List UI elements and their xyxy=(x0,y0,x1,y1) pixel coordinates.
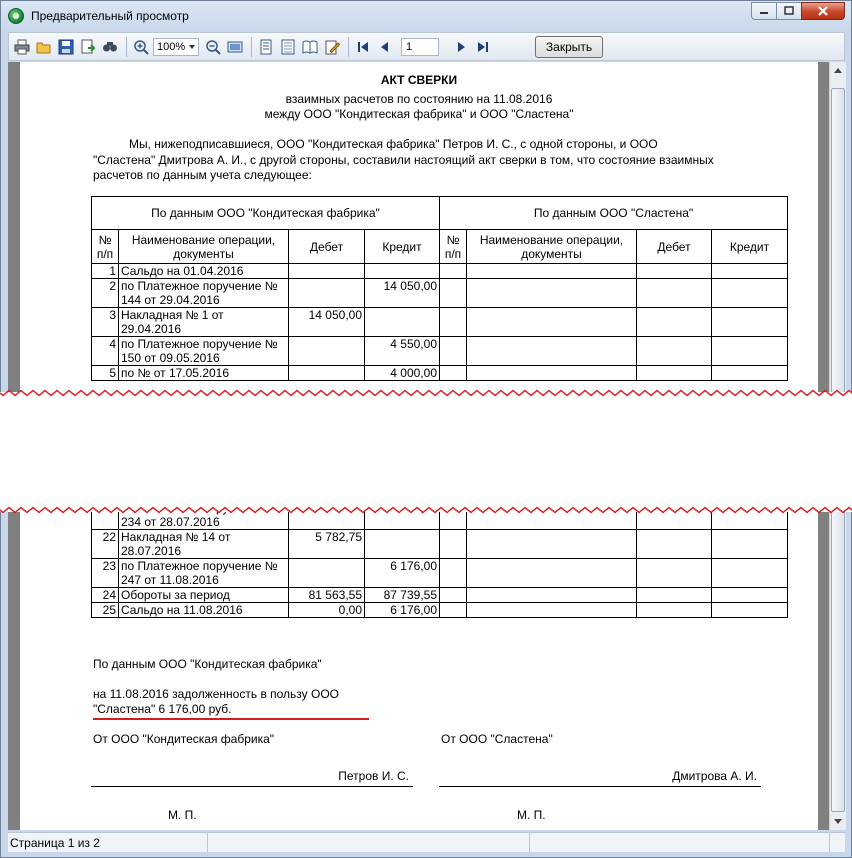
stamp-left: М. П. xyxy=(168,808,197,822)
row-number: 5 xyxy=(92,366,119,381)
tear-edge-bottom xyxy=(0,506,852,514)
table-row xyxy=(92,603,788,618)
close-button[interactable]: Закрыть xyxy=(535,36,603,58)
row-empty-cell xyxy=(440,337,467,366)
arrow-up-icon xyxy=(834,68,842,73)
column-header-credit: Кредит xyxy=(712,230,788,264)
arrow-down-icon xyxy=(834,819,842,824)
row-empty-cell xyxy=(467,264,637,279)
single-page-button[interactable] xyxy=(278,37,298,57)
row-empty-cell xyxy=(712,530,788,559)
row-empty-cell xyxy=(712,588,788,603)
first-page-icon xyxy=(355,39,371,55)
next-page-button[interactable] xyxy=(451,37,471,57)
from-left-party: От ООО "Кондитеская фабрика" xyxy=(93,732,275,746)
export-button[interactable] xyxy=(78,37,98,57)
save-button[interactable] xyxy=(56,37,76,57)
status-pane xyxy=(530,833,830,852)
row-empty-cell xyxy=(637,559,712,588)
row-operation: по Платежное поручение № 150 от 09.05.2016 xyxy=(119,337,289,366)
row-empty-cell xyxy=(712,337,788,366)
row-operation: по Платежное поручение № 144 от 29.04.2016 xyxy=(119,279,289,308)
intro-line-3: расчетов по данным учета следующее: xyxy=(93,168,312,182)
row-empty-cell xyxy=(637,603,712,618)
row-empty-cell xyxy=(467,588,637,603)
from-right-party: От ООО "Сластена" xyxy=(441,732,553,746)
row-empty-cell xyxy=(712,264,788,279)
minimize-icon xyxy=(759,6,769,16)
fit-page-icon xyxy=(227,39,243,55)
chevron-down-icon xyxy=(189,45,195,49)
last-page-icon xyxy=(475,39,491,55)
row-operation: Сальдо на 01.04.2016 xyxy=(119,264,289,279)
row-empty-cell xyxy=(440,530,467,559)
row-number: 4 xyxy=(92,337,119,366)
toolbar xyxy=(8,32,845,61)
stamp-right: М. П. xyxy=(517,808,546,822)
status-pane xyxy=(208,833,530,852)
scroll-up-button[interactable] xyxy=(830,62,846,79)
row-empty-cell xyxy=(637,588,712,603)
row-empty-cell xyxy=(712,279,788,308)
signature-line-right xyxy=(439,786,761,787)
next-page-icon xyxy=(453,39,469,55)
row-empty-cell xyxy=(637,279,712,308)
row-credit: 6 176,00 xyxy=(365,603,440,618)
column-header-debit: Дебет xyxy=(289,230,365,264)
two-page-icon xyxy=(302,39,318,55)
table-row xyxy=(92,559,788,588)
prev-page-icon xyxy=(377,39,393,55)
table-row xyxy=(92,279,788,308)
torn-gap xyxy=(0,392,852,512)
row-operation: по № от 17.05.2016 xyxy=(119,366,289,381)
intro-line-2: "Сластена" Дмитрова А. И., с другой стороны, составили настоящий акт сверки в том, что состояние взаимных xyxy=(93,153,714,167)
window-controls xyxy=(752,2,845,20)
close-window-button[interactable] xyxy=(801,2,845,20)
open-button[interactable] xyxy=(34,37,54,57)
row-empty-cell xyxy=(712,603,788,618)
page-setup-button[interactable] xyxy=(256,37,276,57)
row-empty-cell xyxy=(712,559,788,588)
app-icon xyxy=(8,8,24,24)
row-credit xyxy=(365,264,440,279)
last-page-button[interactable] xyxy=(473,37,493,57)
row-number: 23 xyxy=(92,559,119,588)
row-operation: 234 от 28.07.2016 xyxy=(119,501,289,530)
zoom-in-button[interactable] xyxy=(131,37,151,57)
signature-line-left xyxy=(91,786,413,787)
row-operation: Накладная № 1 от 29.04.2016 xyxy=(119,308,289,337)
zoom-out-icon xyxy=(205,39,221,55)
document-subtitle-parties: между ООО "Кондитеская фабрика" и ООО "Сластена" xyxy=(264,107,574,121)
row-operation: Сальдо на 11.08.2016 xyxy=(119,603,289,618)
row-number: 3 xyxy=(92,308,119,337)
toolbar-separator xyxy=(251,37,252,57)
prev-page-button[interactable] xyxy=(375,37,395,57)
column-header-no: № п/п xyxy=(92,230,119,264)
row-empty-cell xyxy=(467,530,637,559)
minimize-button[interactable] xyxy=(751,2,777,20)
zoom-in-icon xyxy=(133,39,149,55)
row-operation: по Платежное поручение № 247 от 11.08.2016 xyxy=(119,559,289,588)
column-header-name: Наименование операции, документы xyxy=(467,230,637,264)
table-row xyxy=(92,530,788,559)
row-debit xyxy=(289,337,365,366)
row-empty-cell xyxy=(637,366,712,381)
toolbar-separator xyxy=(126,37,127,57)
print-icon xyxy=(14,39,30,55)
row-empty-cell xyxy=(467,337,637,366)
row-empty-cell xyxy=(637,337,712,366)
reconciliation-table-continued xyxy=(91,500,788,618)
table-body-bottom xyxy=(92,501,788,618)
right-party-header: По данным ООО "Сластена" xyxy=(440,197,788,230)
row-debit: 81 563,55 xyxy=(289,588,365,603)
row-empty-cell xyxy=(440,366,467,381)
column-header-debit: Дебет xyxy=(637,230,712,264)
row-debit: 5 782,75 xyxy=(289,530,365,559)
left-party-header: По данным ООО "Кондитеская фабрика" xyxy=(92,197,440,230)
row-credit xyxy=(365,530,440,559)
zoom-value: 100% xyxy=(157,40,186,53)
row-number: 25 xyxy=(92,603,119,618)
close-icon xyxy=(817,5,829,17)
tear-edge-top xyxy=(0,389,852,397)
row-empty-cell xyxy=(440,588,467,603)
row-empty-cell xyxy=(440,308,467,337)
row-empty-cell xyxy=(467,559,637,588)
row-credit: 4 550,00 xyxy=(365,337,440,366)
zoom-select[interactable] xyxy=(153,38,199,56)
summary-line-1: на 11.08.2016 задолженность в пользу ООО xyxy=(93,687,340,701)
title-bar[interactable] xyxy=(1,1,851,31)
edit-icon xyxy=(324,39,340,55)
row-empty-cell xyxy=(467,366,637,381)
signature-name-left: Петров И. С. xyxy=(338,769,409,783)
row-empty-cell xyxy=(440,559,467,588)
single-page-icon xyxy=(280,39,296,55)
column-header-name: Наименование операции, документы xyxy=(119,230,289,264)
highlight-underline xyxy=(93,718,369,720)
table-row xyxy=(92,337,788,366)
find-button[interactable] xyxy=(100,37,120,57)
fit-page-button[interactable] xyxy=(225,37,245,57)
row-credit: 87 739,55 xyxy=(365,588,440,603)
column-header-no: № п/п xyxy=(440,230,467,264)
row-credit: 6 176,00 xyxy=(365,559,440,588)
row-empty-cell xyxy=(712,366,788,381)
row-credit: 4 000,00 xyxy=(365,366,440,381)
status-bar xyxy=(8,832,845,852)
row-debit xyxy=(289,264,365,279)
row-debit: 0,00 xyxy=(289,603,365,618)
open-icon xyxy=(36,39,52,55)
reconciliation-table xyxy=(91,196,788,381)
table-body-top xyxy=(92,264,788,381)
row-operation: Обороты за период xyxy=(119,588,289,603)
export-icon xyxy=(80,39,96,55)
find-icon xyxy=(102,39,118,55)
row-empty-cell xyxy=(637,264,712,279)
row-empty-cell xyxy=(712,308,788,337)
row-operation: Накладная № 14 от 28.07.2016 xyxy=(119,530,289,559)
scroll-down-button[interactable] xyxy=(830,813,846,830)
row-credit xyxy=(365,308,440,337)
zoom-out-button[interactable] xyxy=(203,37,223,57)
row-empty-cell xyxy=(467,308,637,337)
page-setup-icon xyxy=(258,39,274,55)
window-title: Предварительный просмотр xyxy=(31,9,189,23)
document-title: АКТ СВЕРКИ xyxy=(380,73,458,87)
maximize-button[interactable] xyxy=(776,2,802,20)
row-empty-cell xyxy=(467,603,637,618)
table-row xyxy=(92,366,788,381)
edit-button[interactable] xyxy=(322,37,342,57)
signature-name-right: Дмитрова А. И. xyxy=(672,769,757,783)
row-debit xyxy=(289,559,365,588)
toolbar-separator xyxy=(348,37,349,57)
table-row xyxy=(92,308,788,337)
row-empty-cell xyxy=(440,603,467,618)
row-empty-cell xyxy=(440,279,467,308)
row-number: 2 xyxy=(92,279,119,308)
print-button[interactable] xyxy=(12,37,32,57)
row-debit: 14 050,00 xyxy=(289,308,365,337)
row-empty-cell xyxy=(637,530,712,559)
maximize-icon xyxy=(784,6,794,16)
summary-header: По данным ООО "Кондитеская фабрика" xyxy=(93,657,322,671)
page-number-value: 1 xyxy=(406,40,413,53)
row-credit: 14 050,00 xyxy=(365,279,440,308)
row-number: 24 xyxy=(92,588,119,603)
row-empty-cell xyxy=(637,308,712,337)
row-debit xyxy=(289,366,365,381)
save-icon xyxy=(58,39,74,55)
status-page-info: Страница 1 из 2 xyxy=(8,833,208,852)
table-row xyxy=(92,588,788,603)
row-empty-cell xyxy=(467,279,637,308)
row-empty-cell xyxy=(440,264,467,279)
row-debit xyxy=(289,279,365,308)
page-number-input[interactable] xyxy=(401,38,439,56)
intro-line-1: Мы, нижеподписавшиеся, ООО "Кондитеская фабрика" Петров И. С., с одной стороны, и ООО xyxy=(129,137,658,151)
first-page-button[interactable] xyxy=(353,37,373,57)
two-page-button[interactable] xyxy=(300,37,320,57)
row-number: 1 xyxy=(92,264,119,279)
row-number: 22 xyxy=(92,530,119,559)
table-row xyxy=(92,264,788,279)
column-header-credit: Кредит xyxy=(365,230,440,264)
summary-line-2: "Сластена" 6 176,00 руб. xyxy=(93,702,232,716)
document-subtitle: взаимных расчетов по состоянию на 11.08.2016 xyxy=(285,92,553,106)
